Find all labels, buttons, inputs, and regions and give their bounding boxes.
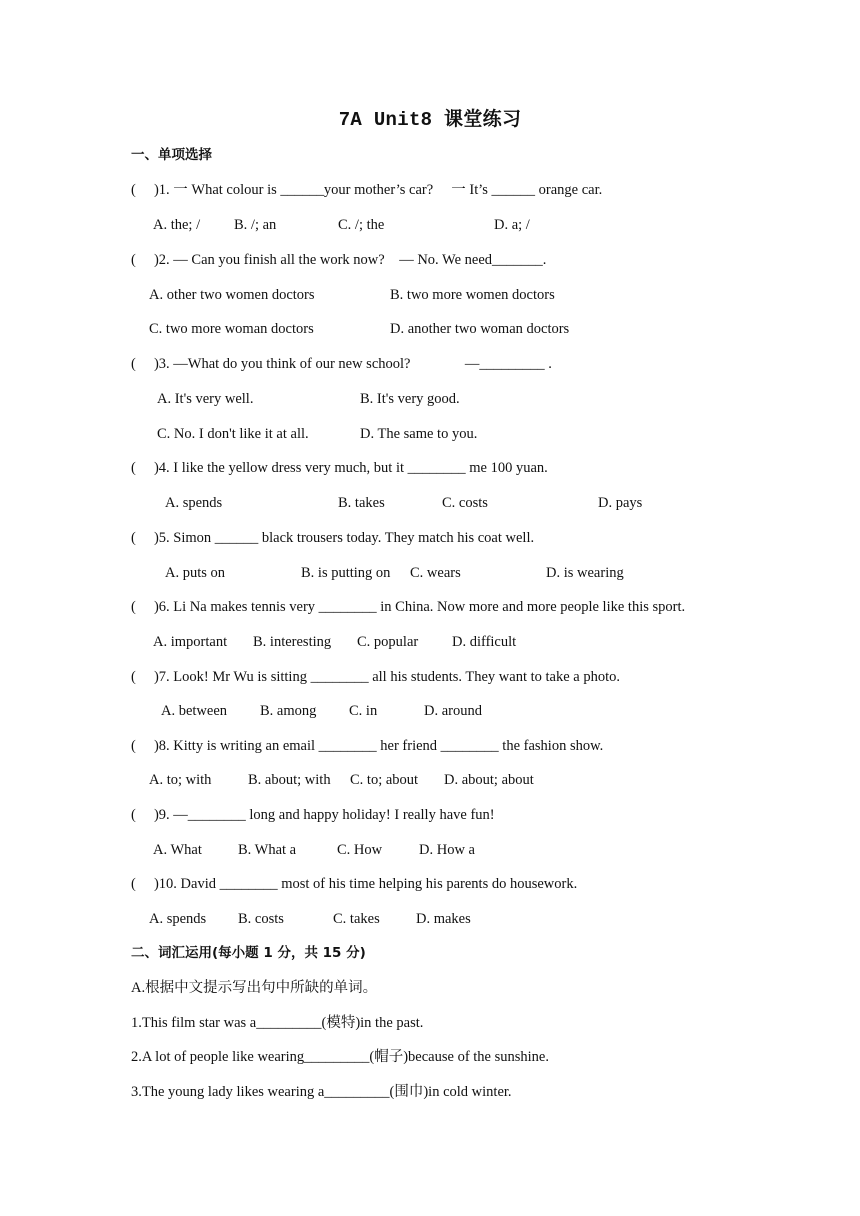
question-4-stem: ( )4. I like the yellow dress very much, but it ________ me 100 yuan. <box>131 460 548 476</box>
question-1-option-d: D. a; / <box>494 217 530 233</box>
question-3-option-a: A. It's very well. <box>157 391 254 407</box>
question-1-option-c: C. /; the <box>338 217 385 233</box>
question-3-option-c: C. No. I don't like it at all. <box>157 426 309 442</box>
question-5-option-c: C. wears <box>410 565 461 581</box>
section-heading-vocabulary: 二、词汇运用(每小题 1 分，共 15 分) <box>131 945 366 961</box>
question-6-option-d: D. difficult <box>452 634 517 650</box>
question-9-stem: ( )9. —________ long and happy holiday! I really have fun! <box>131 807 495 823</box>
question-5-stem: ( )5. Simon ______ black trousers today. They match his coat well. <box>131 530 535 546</box>
question-1-option-b: B. /; an <box>234 217 277 233</box>
question-4-option-b: B. takes <box>338 495 385 511</box>
question-7-option-a: A. between <box>161 703 228 719</box>
question-6-option-b: B. interesting <box>253 634 332 650</box>
section-heading-single-choice: 一、单项选择 <box>131 147 212 163</box>
question-6-option-a: A. important <box>153 634 228 650</box>
question-8-option-d: D. about; about <box>444 772 534 788</box>
vocab-item-2: 2.A lot of people like wearing_________(帽子)because of the sunshine. <box>131 1049 549 1065</box>
section-subheading-vocabulary-a: A.根据中文提示写出句中所缺的单词。 <box>131 980 378 996</box>
question-5-option-d: D. is wearing <box>546 565 624 581</box>
vocab-item-1: 1.This film star was a_________(模特)in the past. <box>131 1015 424 1031</box>
question-4-option-a: A. spends <box>165 495 223 511</box>
question-2-stem: ( )2. — Can you finish all the work now? — No. We need_______. <box>131 252 547 268</box>
question-4-option-d: D. pays <box>598 495 643 511</box>
vocab-item-3: 3.The young lady likes wearing a_________(围巾)in cold winter. <box>131 1084 512 1100</box>
page-title: 7A Unit8 课堂练习 <box>338 109 522 131</box>
question-10-option-d: D. makes <box>416 911 471 927</box>
question-10-stem: ( )10. David ________ most of his time helping his parents do housework. <box>131 876 578 892</box>
question-8-stem: ( )8. Kitty is writing an email ________ her friend ________ the fashion show. <box>131 738 604 754</box>
question-6-stem: ( )6. Li Na makes tennis very ________ in China. Now more and more people like this sport. <box>131 599 686 615</box>
question-10-option-c: C. takes <box>333 911 380 927</box>
question-10-option-a: A. spends <box>149 911 207 927</box>
question-2-option-a: A. other two women doctors <box>149 287 315 303</box>
question-3-option-d: D. The same to you. <box>360 426 478 442</box>
question-8-option-c: C. to; about <box>350 772 419 788</box>
question-6-option-c: C. popular <box>357 634 419 650</box>
question-4-option-c: C. costs <box>442 495 488 511</box>
question-7-option-c: C. in <box>349 703 378 719</box>
question-2-option-c: C. two more woman doctors <box>149 321 314 337</box>
question-9-option-c: C. How <box>337 842 383 858</box>
question-1-option-a: A. the; / <box>153 217 201 233</box>
question-5-option-a: A. puts on <box>165 565 226 581</box>
question-7-stem: ( )7. Look! Mr Wu is sitting ________ all his students. They want to take a photo. <box>131 669 621 685</box>
question-8-option-a: A. to; with <box>149 772 212 788</box>
question-8-option-b: B. about; with <box>248 772 331 788</box>
question-9-option-b: B. What a <box>238 842 297 858</box>
question-10-option-b: B. costs <box>238 911 284 927</box>
question-1-stem: ( )1. 一 What colour is ______your mother’s car? 一 It’s ______ orange car. <box>131 182 603 198</box>
question-5-option-b: B. is putting on <box>301 565 391 581</box>
question-7-option-b: B. among <box>260 703 317 719</box>
question-3-stem: ( )3. —What do you think of our new school? —_________ . <box>131 356 552 372</box>
question-2-option-d: D. another two woman doctors <box>390 321 570 337</box>
question-3-option-b: B. It's very good. <box>360 391 460 407</box>
question-9-option-a: A. What <box>153 842 202 858</box>
question-2-option-b: B. two more women doctors <box>390 287 555 303</box>
question-9-option-d: D. How a <box>419 842 475 858</box>
question-7-option-d: D. around <box>424 703 482 719</box>
